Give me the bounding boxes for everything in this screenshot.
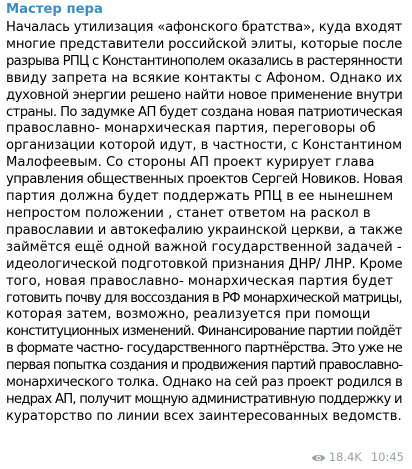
post-text-line: которая затем, возможно, реализуется при помощи [6,307,371,323]
post-text-line: ввиду запрета на всякие контакты с Афоном. Однако их [6,70,403,86]
post-text-line: духовной энергии решено найти новое применение внутри [6,87,403,103]
post-text-line: первая попытка создания и продвижения партий православно- [6,358,403,374]
view-count: 18.4K [328,450,362,464]
post-text-line: организации которой идут, в частности, с Константином [6,138,403,154]
post-text-line: конституционных изменений. Финансирование партии пойдёт [6,324,402,340]
post-text [6,20,402,426]
post-text-line: православно- монархическая партия, переговоры об [6,121,376,137]
post-text-line: идеологической подготовкой признания ДНР/ ЛНР. Кроме [6,256,403,272]
post-meta [311,450,404,464]
post-text-line: управления общественных проектов Сергей Новиков. Новая [6,172,403,188]
post-text-line: готовить почву для воссоздания в РФ монархической матрицы, [6,290,402,306]
post-text-line: партия должна будет поддержать РПЦ в ее нынешнем [6,189,394,205]
channel-name[interactable]: Мастер пера [6,2,103,17]
post-text-line: недрах АП, получит мощную административную поддержку и [6,391,402,407]
post-text-line: кураторство по линии всех заинтересованных ведомств. [6,408,402,424]
eye-icon [311,452,326,462]
post-text-line: Малофеевым. Со стороны АП проект курирует глава [6,155,375,171]
post-time: 10:45 [370,450,404,464]
post-text-line: монархического толка. Однако на сей раз проект родился в [6,375,403,391]
post-text-line: православии и автокефалию украинской церкви, а также [6,222,403,238]
post-text-line: разрыва РПЦ с Константинополем оказались в растерянности [6,53,403,69]
post-text-line: займётся ещё одной важной государственной задачей - [6,239,402,255]
post-text-line: многие представители российской элиты, которые после [6,36,403,52]
post-text-line: в формате частно- государственного партнёрства. Это уже не [6,341,402,357]
post-text-line: Началась утилизация «афонского братства», куда входят [6,20,403,35]
post-text-line: страны. По задумке АП будет создана новая патриотическая [6,104,403,120]
post-text-line: того, новая православно- монархическая партия будет [6,273,393,289]
post-text-line: непростом положении , станет ответом на раскол в [6,205,371,221]
